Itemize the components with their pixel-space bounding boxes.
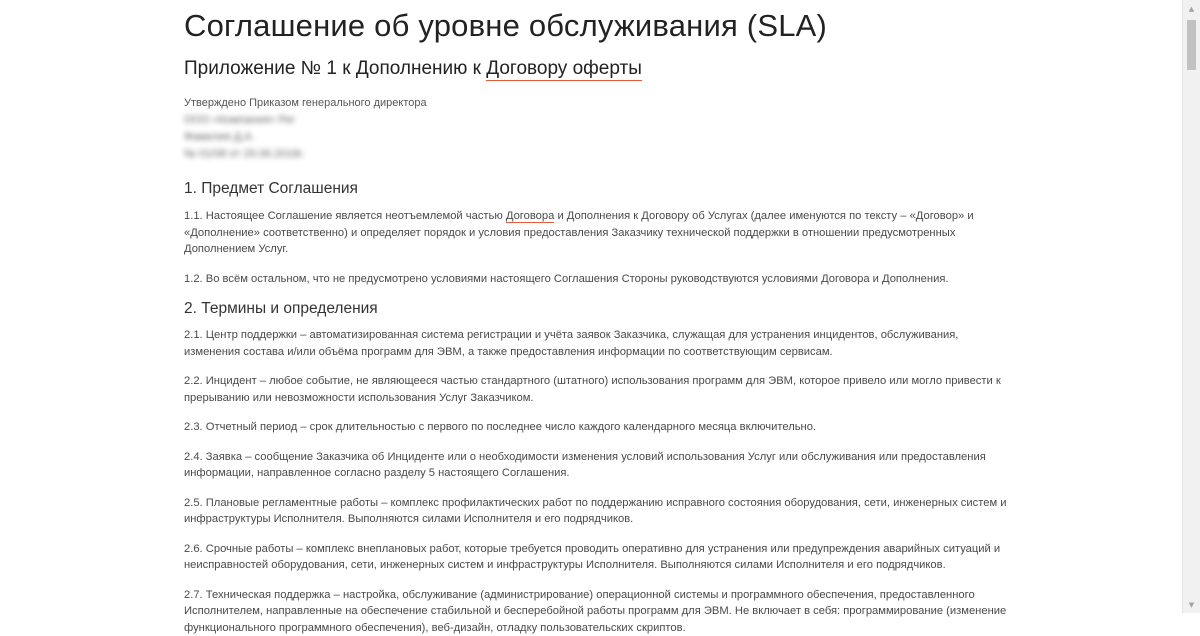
paragraph-2-1: 2.1. Центр поддержки – автоматизированная система регистрации и учёта заявок Заказчика, служащая для устранения инцидентов, обслуживания, изменения состава и/или объёма программ для ЭВМ, а также предоставления информации по соответствующим сервисам. bbox=[184, 327, 1014, 360]
paragraph-2-6: 2.6. Срочные работы – комплекс внеплановых работ, которые требуется проводить оперативно для устранения или предупреждения аварийных ситуаций и неисправностей оборудования, сети, инженерных систем и инфраструктуры Исполнителя. Выполняются силами Исполнителя и его подрядчиков. bbox=[184, 541, 1014, 574]
approval-company: ООО «Компания» Рег bbox=[184, 112, 1014, 129]
paragraph-2-5: 2.5. Плановые регламентные работы – комплекс профилактических работ по поддержанию исправного состояния оборудования, сети, инженерных систем и инфраструктуры Исполнителя. Выполняются силами Исполнителя и его подрядчиков. bbox=[184, 495, 1014, 528]
paragraph-1-2: 1.2. Во всём остальном, что не предусмотрено условиями настоящего Соглашения Стороны руководствуются условиями Договора и Дополнения. bbox=[184, 271, 1014, 288]
contract-offer-link[interactable]: Договору оферты bbox=[486, 58, 642, 81]
page-subtitle bbox=[184, 56, 1014, 82]
subtitle-text: Приложение № 1 к Дополнению к bbox=[184, 58, 486, 79]
section-1-heading: 1. Предмет Соглашения bbox=[184, 179, 1014, 199]
scroll-down-icon[interactable]: ▼ bbox=[1183, 596, 1200, 613]
paragraph-2-3: 2.3. Отчетный период – срок длительностью с первого по последнее число каждого календарного месяца включительно. bbox=[184, 419, 1014, 436]
paragraph-2-2: 2.2. Инцидент – любое событие, не являющееся частью стандартного (штатного) использования программ для ЭВМ, которое привело или могло привести к прерыванию или невозможности использования Услуг Заказчиком. bbox=[184, 373, 1014, 406]
contract-link[interactable]: Договора bbox=[506, 210, 554, 223]
approval-order-number: № 01/08 от 29.06.2018г. bbox=[184, 146, 1014, 163]
paragraph-1-1 bbox=[184, 208, 1014, 258]
section-2-heading: 2. Термины и определения bbox=[184, 299, 1014, 319]
approval-block bbox=[184, 95, 1014, 163]
document-page bbox=[184, 0, 1014, 636]
paragraph-2-4: 2.4. Заявка – сообщение Заказчика об Инциденте или о необходимости изменения условий использования Услуг или обслуживания или предоставления информации, направленное согласно разделу 5 настоящего Соглашения. bbox=[184, 449, 1014, 482]
approval-line: Утверждено Приказом генерального директора bbox=[184, 95, 1014, 112]
page-title: Соглашение об уровне обслуживания (SLA) bbox=[184, 0, 1014, 44]
paragraph-text: и Дополнения к Договору об Услугах (далее именуются по тексту – «Договор» и «Дополнение» соответственно) и определяет порядок и условия предоставления Заказчику технической поддержки в отношении предусмотренных Дополнением Услуг. bbox=[184, 210, 974, 255]
paragraph-text: 1.1. Настоящее Соглашение является неотъемлемой частью bbox=[184, 210, 506, 222]
scroll-thumb[interactable] bbox=[1187, 20, 1196, 70]
paragraph-2-7: 2.7. Техническая поддержка – настройка, обслуживание (администрирование) операционной системы и программного обеспечения, предоставленного Исполнителем, направленные на обеспечение стабильной и бесперебойной работы программ для ЭВМ. Не включает в себя: программирование (изменение функционального программного обеспечения), веб-дизайн, отладку пользовательских скриптов. bbox=[184, 587, 1014, 636]
approval-director: Фамилия Д.А. bbox=[184, 129, 1014, 146]
scroll-up-icon[interactable]: ▲ bbox=[1183, 0, 1200, 17]
vertical-scrollbar[interactable] bbox=[1182, 0, 1200, 613]
